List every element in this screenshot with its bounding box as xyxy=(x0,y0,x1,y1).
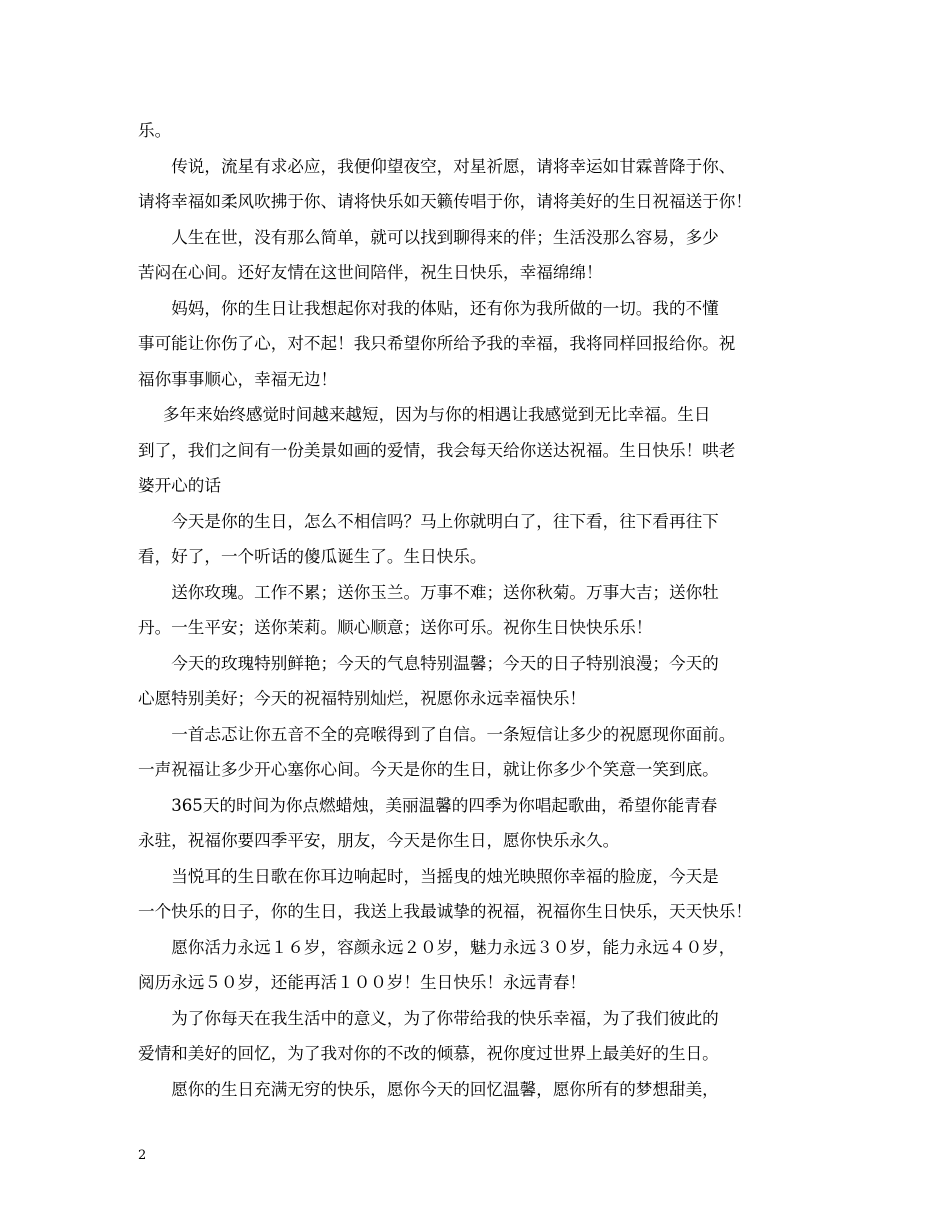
paragraph xyxy=(138,646,828,717)
text-line: 愿你的生日充满无穷的快乐，愿你今天的回忆温馨，愿你所有的梦想甜美， xyxy=(171,1079,719,1099)
paragraph xyxy=(138,291,828,398)
text-line: 到了，我们之间有一份美景如画的爱情，我会每天给你送达祝福。生日快乐！哄老 xyxy=(138,440,736,460)
paragraph xyxy=(138,575,828,646)
text-line: 福你事事顺心，幸福无边！ xyxy=(138,369,338,389)
paragraph xyxy=(138,1072,828,1108)
text-line: 人生在世，没有那么简单，就可以找到聊得来的伴；生活没那么容易，多少 xyxy=(171,227,719,247)
text-line: 多年来始终感觉时间越来越短，因为与你的相遇让我感觉到无比幸福。生日 xyxy=(162,405,711,424)
text-line: 送你玫瑰。工作不累；送你玉兰。万事不难；送你秋菊。万事大吉；送你牡 xyxy=(171,582,719,602)
paragraph xyxy=(138,788,828,859)
text-line: 乐。 xyxy=(138,121,172,140)
text-line: 爱情和美好的回忆，为了我对你的不改的倾慕，祝你度过世界上最美好的生日。 xyxy=(138,1044,719,1063)
text-line: 婆开心的话 xyxy=(138,476,221,495)
text-line: 今天的玫瑰特别鲜艳；今天的气息特别温馨；今天的日子特别浪漫；今天的 xyxy=(171,653,719,673)
text-line: 一个快乐的日子，你的生日，我送上我最诚挚的祝福，祝福你生日快乐，天天快乐！ xyxy=(138,902,752,921)
text-line: 苦闷在心间。还好友情在这世间陪伴，祝生日快乐，幸福绵绵！ xyxy=(138,263,603,282)
document-body xyxy=(138,113,828,1107)
text-line: 今天是你的生日，怎么不相信吗？马上你就明白了，往下看，往下看再往下 xyxy=(171,511,719,531)
text-line: 愿你活力永远１６岁，容颜永远２０岁，魅力永远３０岁，能力永远４０岁， xyxy=(171,937,736,957)
text-line: 心愿特别美好；今天的祝福特别灿烂，祝愿你永远幸福快乐！ xyxy=(138,689,587,708)
paragraph xyxy=(138,113,828,149)
text-line: 妈妈，你的生日让我想起你对我的体贴，还有你为我所做的一切。我的不懂 xyxy=(171,298,719,318)
text-line: 阅历永远５０岁，还能再活１００岁！生日快乐！永远青春！ xyxy=(138,973,587,992)
paragraph xyxy=(138,149,828,220)
text-line: 请将幸福如柔风吹拂于你、请将快乐如天籁传唱于你，请将美好的生日祝福送于你！ xyxy=(138,192,752,211)
paragraph xyxy=(138,859,828,930)
text-line: 传说，流星有求必应，我便仰望夜空，对星祈愿，请将幸运如甘霖普降于你、 xyxy=(171,156,736,176)
text-line: 为了你每天在我生活中的意义，为了你带给我的快乐幸福，为了我们彼此的 xyxy=(171,1008,719,1028)
text-line: 事可能让你伤了心，对不起！我只希望你所给予我的幸福，我将同样回报给你。祝 xyxy=(138,334,736,353)
text-line: 一声祝福让多少开心塞你心间。今天是你的生日，就让你多少个笑意一笑到底。 xyxy=(138,760,719,779)
paragraph xyxy=(138,504,828,575)
paragraph xyxy=(138,930,828,1001)
paragraph xyxy=(138,220,828,291)
paragraph xyxy=(138,717,828,788)
text-line: 365天的时间为你点燃蜡烛，美丽温馨的四季为你唱起歌曲，希望你能青春 xyxy=(171,795,718,815)
text-line: 丹。一生平安；送你茉莉。顺心顺意；送你可乐。祝你生日快快乐乐！ xyxy=(138,618,653,637)
text-line: 当悦耳的生日歌在你耳边响起时，当摇曳的烛光映照你幸福的脸庞，今天是 xyxy=(171,866,719,886)
text-line: 永驻，祝福你要四季平安，朋友，今天是你生日，愿你快乐永久。 xyxy=(138,831,620,850)
text-line: 一首忐忑让你五音不全的亮喉得到了自信。一条短信让多少的祝愿现你面前。 xyxy=(171,724,736,744)
text-line: 看，好了，一个听话的傻瓜诞生了。生日快乐。 xyxy=(138,547,487,566)
paragraph xyxy=(138,397,828,504)
paragraph xyxy=(138,1001,828,1072)
page-number: 2 xyxy=(138,1148,147,1163)
